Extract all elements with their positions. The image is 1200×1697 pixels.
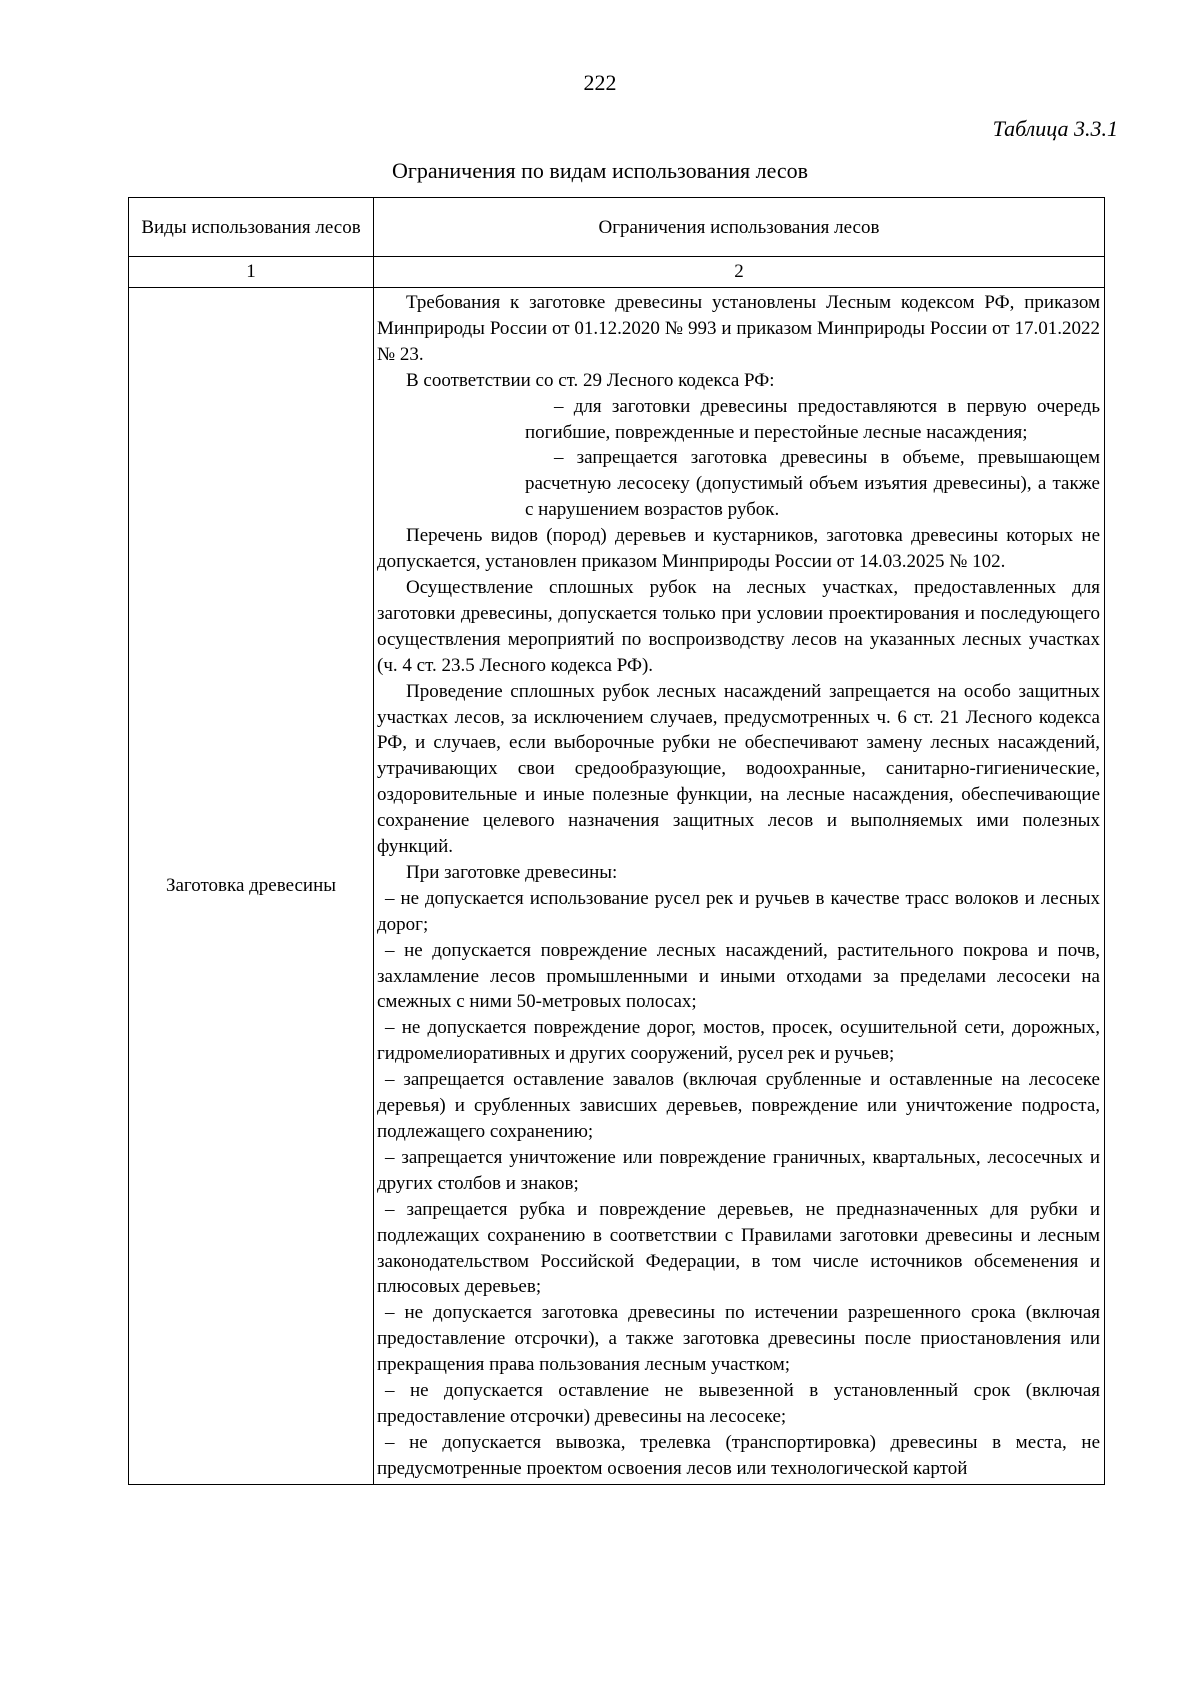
paragraph: Осуществление сплошных рубок на лесных участках, предоставленных для заготовки древесины, допускается только при условии проектирования и последующего осуществления мероприятий по воспроизводству лесов на указанных лесных участках (ч. 4 ст. 23.5 Лесного кодекса РФ). [377,576,1100,676]
table-number-row [129,257,1105,288]
list-item: – не допускается оставление не вывезенной в установленный срок (включая предоставление отсрочки) древесины на лесосеке; [377,1380,1100,1427]
restrictions-cell [374,288,1105,1485]
paragraph: Перечень видов (пород) деревьев и кустарников, заготовка древесины которых не допускается, установлен приказом Минприроды России от 14.03.2025 № 102. [377,525,1100,573]
paragraph: При заготовке древесины: [406,861,618,883]
restrictions-table [128,197,1105,1485]
list-item: – не допускается повреждение лесных насаждений, растительного покрова и почв, захламление лесов промышленными и иными отходами за пределами лесосеки на смежных с ними 50-метровых полосах; [377,939,1100,1013]
list-item: – для заготовки древесины предоставляются в первую очередь погибшие, поврежденные и перестойные лесные насаждения; [525,395,1100,443]
list-item: – запрещается рубка и повреждение деревьев, не предназначенных для рубки и подлежащих сохранению в соответствии с Правилами заготовки древесины и лесным законодательством Российской Федерации, в том числе источников обсеменения и плюсовых деревьев; [377,1198,1100,1298]
list-item: – запрещается уничтожение или повреждение граничных, квартальных, лесосечных и других столбов и знаков; [377,1146,1100,1194]
header-forest-use-types: Виды использования лесов [129,198,374,257]
use-type-cell: Заготовка древесины [129,288,374,1485]
table-row [129,288,1105,1485]
paragraph: Требования к заготовке древесины установлены Лесным кодексом РФ, приказом Минприроды России от 01.12.2020 № 993 и приказом Минприроды России от 17.01.2022 № 23. [377,292,1100,365]
list-item: – не допускается повреждение дорог, мостов, просек, осушительной сети, дорожных, гидромелиоративных и других сооружений, русел рек и ручьев; [377,1017,1100,1065]
list-item: – не допускается использование русел рек и ручьев в качестве трасс волоков и лесных дорог; [377,887,1100,935]
table-title: Ограничения по видам использования лесов [391,158,809,183]
table-header-row [129,198,1105,257]
header-use-restrictions: Ограничения использования лесов [374,198,1105,257]
column-number-1: 1 [129,257,374,288]
list-item: – не допускается вывозка, трелевка (транспортировка) древесины в места, не предусмотренные проектом освоения лесов или технологической картой [377,1431,1100,1479]
paragraph: В соответствии со ст. 29 Лесного кодекса РФ: [406,369,775,391]
column-number-2: 2 [374,257,1105,288]
list-item: – запрещается оставление завалов (включая срубленные и оставленные на лесосеке деревья) и срубленных зависших деревьев, повреждение или уничтожение подроста, подлежащего сохранению; [377,1069,1100,1142]
paragraph: Проведение сплошных рубок лесных насаждений запрещается на особо защитных участках лесов, за исключением случаев, предусмотренных ч. 6 ст. 21 Лесного кодекса РФ, и случаев, если выборочные рубки не обеспечивают замену лесных насаждений, утрачивающих свои средообразующие, водоохранные, санитарно-гигиенические, оздоровительные и иные полезные функции, на лесные насаждения, обеспечивающие сохранение целевого назначения защитных лесов и выполняемых ими полезных функций. [377,680,1100,858]
list-item: – запрещается заготовка древесины в объеме, превышающем расчетную лесосеку (допустимый объем изъятия древесины), а также с нарушением возрастов рубок. [525,447,1100,521]
table-label: Таблица 3.3.1 [992,116,1118,141]
list-item: – не допускается заготовка древесины по истечении разрешенного срока (включая предоставление отсрочки), а также заготовка древесины после приостановления или прекращения права пользования лесным участком; [377,1302,1100,1376]
page-number: 222 [583,70,617,95]
